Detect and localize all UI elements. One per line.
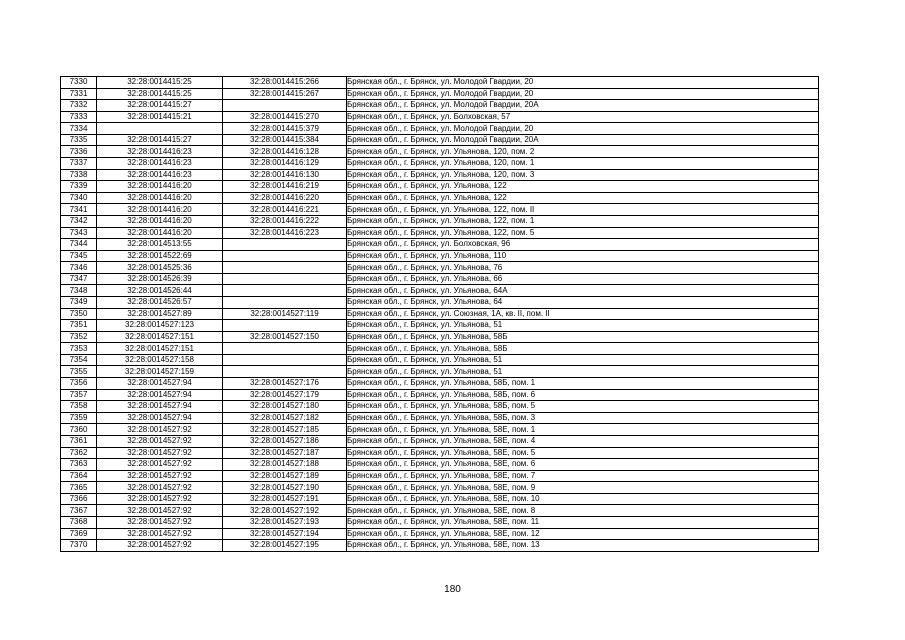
table-row (61, 181, 819, 193)
row-number-cell: 7333 (61, 111, 97, 123)
address-cell: Брянская обл., г. Брянск, ул. Ульянова, 58Б, пом. 5 (347, 401, 819, 413)
row-number-cell: 7345 (61, 250, 97, 262)
registry-table (60, 76, 819, 552)
table-row (61, 482, 819, 494)
land-cadastral-number-cell: 32:28:0014527:151 (97, 343, 223, 355)
table-row (61, 296, 819, 308)
object-cadastral-number-cell: 32:28:0014527:191 (223, 493, 347, 505)
object-cadastral-number-cell: 32:28:0014527:188 (223, 459, 347, 471)
table-row (61, 308, 819, 320)
object-cadastral-number-cell: 32:28:0014416:220 (223, 192, 347, 204)
row-number-cell: 7356 (61, 378, 97, 390)
table-row (61, 100, 819, 112)
address-cell: Брянская обл., г. Брянск, ул. Ульянова, 58Е, пом. 11 (347, 516, 819, 528)
address-cell: Брянская обл., г. Брянск, ул. Ульянова, 58Б (347, 331, 819, 343)
row-number-cell: 7346 (61, 262, 97, 274)
row-number-cell: 7355 (61, 366, 97, 378)
land-cadastral-number-cell: 32:28:0014415:27 (97, 100, 223, 112)
land-cadastral-number-cell: 32:28:0014527:159 (97, 366, 223, 378)
address-cell: Брянская обл., г. Брянск, ул. Ульянова, 66 (347, 273, 819, 285)
row-number-cell: 7353 (61, 343, 97, 355)
address-cell: Брянская обл., г. Брянск, ул. Болховская, 96 (347, 239, 819, 251)
land-cadastral-number-cell: 32:28:0014527:92 (97, 447, 223, 459)
address-cell: Брянская обл., г. Брянск, ул. Ульянова, 122 (347, 192, 819, 204)
table-row (61, 134, 819, 146)
land-cadastral-number-cell: 32:28:0014527:92 (97, 493, 223, 505)
page-number: 180 (444, 584, 461, 595)
table-row (61, 77, 819, 89)
address-cell: Брянская обл., г. Брянск, ул. Молодой Гвардии, 20 (347, 123, 819, 135)
land-cadastral-number-cell: 32:28:0014415:25 (97, 77, 223, 89)
address-cell: Брянская обл., г. Брянск, ул. Ульянова, 58Е, пом. 13 (347, 540, 819, 552)
table-row (61, 447, 819, 459)
row-number-cell: 7358 (61, 401, 97, 413)
object-cadastral-number-cell: 32:28:0014527:176 (223, 378, 347, 390)
land-cadastral-number-cell: 32:28:0014513:55 (97, 239, 223, 251)
address-cell: Брянская обл., г. Брянск, ул. Ульянова, 64А (347, 285, 819, 297)
table-row (61, 146, 819, 158)
row-number-cell: 7336 (61, 146, 97, 158)
table-row (61, 343, 819, 355)
address-cell: Брянская обл., г. Брянск, ул. Ульянова, 110 (347, 250, 819, 262)
object-cadastral-number-cell: 32:28:0014415:266 (223, 77, 347, 89)
row-number-cell: 7364 (61, 470, 97, 482)
table-row (61, 331, 819, 343)
land-cadastral-number-cell: 32:28:0014527:92 (97, 459, 223, 471)
object-cadastral-number-cell (223, 285, 347, 297)
object-cadastral-number-cell (223, 320, 347, 332)
row-number-cell: 7350 (61, 308, 97, 320)
table-row (61, 354, 819, 366)
table-row (61, 123, 819, 135)
table-row (61, 250, 819, 262)
land-cadastral-number-cell: 32:28:0014526:39 (97, 273, 223, 285)
table-row (61, 540, 819, 552)
address-cell: Брянская обл., г. Брянск, ул. Ульянова, 58Б (347, 343, 819, 355)
object-cadastral-number-cell: 32:28:0014527:193 (223, 516, 347, 528)
row-number-cell: 7354 (61, 354, 97, 366)
land-cadastral-number-cell: 32:28:0014416:20 (97, 204, 223, 216)
row-number-cell: 7340 (61, 192, 97, 204)
address-cell: Брянская обл., г. Брянск, ул. Ульянова, 120, пом. 1 (347, 158, 819, 170)
land-cadastral-number-cell: 32:28:0014522:69 (97, 250, 223, 262)
row-number-cell: 7343 (61, 227, 97, 239)
land-cadastral-number-cell: 32:28:0014527:94 (97, 389, 223, 401)
row-number-cell: 7368 (61, 516, 97, 528)
table-row (61, 169, 819, 181)
table-row (61, 470, 819, 482)
address-cell: Брянская обл., г. Брянск, ул. Союзная, 1А, кв. II, пом. II (347, 308, 819, 320)
object-cadastral-number-cell (223, 262, 347, 274)
row-number-cell: 7359 (61, 412, 97, 424)
table-row (61, 378, 819, 390)
object-cadastral-number-cell: 32:28:0014415:267 (223, 88, 347, 100)
land-cadastral-number-cell: 32:28:0014527:92 (97, 516, 223, 528)
object-cadastral-number-cell: 32:28:0014527:186 (223, 435, 347, 447)
address-cell: Брянская обл., г. Брянск, ул. Ульянова, 122 (347, 181, 819, 193)
land-cadastral-number-cell: 32:28:0014527:94 (97, 412, 223, 424)
table-row (61, 204, 819, 216)
table-row (61, 239, 819, 251)
object-cadastral-number-cell: 32:28:0014416:223 (223, 227, 347, 239)
object-cadastral-number-cell: 32:28:0014416:221 (223, 204, 347, 216)
object-cadastral-number-cell (223, 296, 347, 308)
table-row (61, 401, 819, 413)
row-number-cell: 7349 (61, 296, 97, 308)
address-cell: Брянская обл., г. Брянск, ул. Ульянова, 58Е, пом. 12 (347, 528, 819, 540)
table-row (61, 320, 819, 332)
object-cadastral-number-cell: 32:28:0014416:222 (223, 215, 347, 227)
table-row (61, 424, 819, 436)
land-cadastral-number-cell: 32:28:0014416:23 (97, 158, 223, 170)
row-number-cell: 7344 (61, 239, 97, 251)
object-cadastral-number-cell: 32:28:0014527:192 (223, 505, 347, 517)
address-cell: Брянская обл., г. Брянск, ул. Молодой Гвардии, 20А (347, 134, 819, 146)
object-cadastral-number-cell: 32:28:0014416:219 (223, 181, 347, 193)
object-cadastral-number-cell: 32:28:0014527:182 (223, 412, 347, 424)
table-row (61, 459, 819, 471)
row-number-cell: 7330 (61, 77, 97, 89)
object-cadastral-number-cell: 32:28:0014527:187 (223, 447, 347, 459)
land-cadastral-number-cell: 32:28:0014416:20 (97, 227, 223, 239)
land-cadastral-number-cell: 32:28:0014416:23 (97, 169, 223, 181)
row-number-cell: 7341 (61, 204, 97, 216)
object-cadastral-number-cell: 32:28:0014527:195 (223, 540, 347, 552)
address-cell: Брянская обл., г. Брянск, ул. Ульянова, 58Б, пом. 3 (347, 412, 819, 424)
table-row (61, 389, 819, 401)
address-cell: Брянская обл., г. Брянск, ул. Ульянова, 76 (347, 262, 819, 274)
row-number-cell: 7370 (61, 540, 97, 552)
table-row (61, 111, 819, 123)
address-cell: Брянская обл., г. Брянск, ул. Ульянова, 122, пом. II (347, 204, 819, 216)
table-row (61, 412, 819, 424)
land-cadastral-number-cell: 32:28:0014527:151 (97, 331, 223, 343)
land-cadastral-number-cell: 32:28:0014525:36 (97, 262, 223, 274)
row-number-cell: 7334 (61, 123, 97, 135)
object-cadastral-number-cell: 32:28:0014527:179 (223, 389, 347, 401)
table-row (61, 273, 819, 285)
table-row (61, 505, 819, 517)
table-row (61, 227, 819, 239)
table-row (61, 366, 819, 378)
object-cadastral-number-cell: 32:28:0014416:129 (223, 158, 347, 170)
address-cell: Брянская обл., г. Брянск, ул. Ульянова, 58Е, пом. 7 (347, 470, 819, 482)
object-cadastral-number-cell: 32:28:0014415:384 (223, 134, 347, 146)
address-cell: Брянская обл., г. Брянск, ул. Молодой Гвардии, 20 (347, 77, 819, 89)
object-cadastral-number-cell (223, 354, 347, 366)
row-number-cell: 7363 (61, 459, 97, 471)
address-cell: Брянская обл., г. Брянск, ул. Ульянова, 58Е, пом. 6 (347, 459, 819, 471)
table-row (61, 262, 819, 274)
land-cadastral-number-cell: 32:28:0014527:92 (97, 528, 223, 540)
row-number-cell: 7361 (61, 435, 97, 447)
address-cell: Брянская обл., г. Брянск, ул. Ульянова, 120, пом. 3 (347, 169, 819, 181)
address-cell: Брянская обл., г. Брянск, ул. Ульянова, 58Б, пом. 1 (347, 378, 819, 390)
object-cadastral-number-cell: 32:28:0014527:194 (223, 528, 347, 540)
land-cadastral-number-cell: 32:28:0014527:158 (97, 354, 223, 366)
land-cadastral-number-cell: 32:28:0014415:27 (97, 134, 223, 146)
address-cell: Брянская обл., г. Брянск, ул. Ульянова, 64 (347, 296, 819, 308)
object-cadastral-number-cell: 32:28:0014415:379 (223, 123, 347, 135)
land-cadastral-number-cell: 32:28:0014416:23 (97, 146, 223, 158)
row-number-cell: 7339 (61, 181, 97, 193)
object-cadastral-number-cell: 32:28:0014527:180 (223, 401, 347, 413)
table-row (61, 192, 819, 204)
registry-table-body (61, 77, 819, 552)
land-cadastral-number-cell: 32:28:0014527:92 (97, 505, 223, 517)
land-cadastral-number-cell: 32:28:0014527:89 (97, 308, 223, 320)
address-cell: Брянская обл., г. Брянск, ул. Молодой Гвардии, 20А (347, 100, 819, 112)
address-cell: Брянская обл., г. Брянск, ул. Ульянова, 58Е, пом. 4 (347, 435, 819, 447)
row-number-cell: 7357 (61, 389, 97, 401)
address-cell: Брянская обл., г. Брянск, ул. Ульянова, 58Е, пом. 5 (347, 447, 819, 459)
land-cadastral-number-cell: 32:28:0014527:92 (97, 540, 223, 552)
land-cadastral-number-cell: 32:28:0014527:92 (97, 435, 223, 447)
row-number-cell: 7338 (61, 169, 97, 181)
address-cell: Брянская обл., г. Брянск, ул. Болховская, 57 (347, 111, 819, 123)
table-row (61, 435, 819, 447)
address-cell: Брянская обл., г. Брянск, ул. Ульянова, 122, пом. 1 (347, 215, 819, 227)
address-cell: Брянская обл., г. Брянск, ул. Молодой Гвардии, 20 (347, 88, 819, 100)
address-cell: Брянская обл., г. Брянск, ул. Ульянова, 120, пом. 2 (347, 146, 819, 158)
land-cadastral-number-cell: 32:28:0014416:20 (97, 215, 223, 227)
table-row (61, 285, 819, 297)
row-number-cell: 7367 (61, 505, 97, 517)
row-number-cell: 7331 (61, 88, 97, 100)
row-number-cell: 7369 (61, 528, 97, 540)
table-row (61, 88, 819, 100)
land-cadastral-number-cell: 32:28:0014527:123 (97, 320, 223, 332)
row-number-cell: 7352 (61, 331, 97, 343)
address-cell: Брянская обл., г. Брянск, ул. Ульянова, 58Б, пом. 6 (347, 389, 819, 401)
row-number-cell: 7332 (61, 100, 97, 112)
table-row (61, 158, 819, 170)
land-cadastral-number-cell: 32:28:0014415:21 (97, 111, 223, 123)
address-cell: Брянская обл., г. Брянск, ул. Ульянова, 51 (347, 354, 819, 366)
land-cadastral-number-cell: 32:28:0014526:57 (97, 296, 223, 308)
object-cadastral-number-cell (223, 100, 347, 112)
table-row (61, 493, 819, 505)
object-cadastral-number-cell: 32:28:0014527:119 (223, 308, 347, 320)
land-cadastral-number-cell (97, 123, 223, 135)
object-cadastral-number-cell (223, 366, 347, 378)
land-cadastral-number-cell: 32:28:0014527:94 (97, 378, 223, 390)
land-cadastral-number-cell: 32:28:0014527:92 (97, 424, 223, 436)
land-cadastral-number-cell: 32:28:0014415:25 (97, 88, 223, 100)
row-number-cell: 7351 (61, 320, 97, 332)
row-number-cell: 7348 (61, 285, 97, 297)
row-number-cell: 7335 (61, 134, 97, 146)
object-cadastral-number-cell: 32:28:0014527:185 (223, 424, 347, 436)
address-cell: Брянская обл., г. Брянск, ул. Ульянова, 58Е, пом. 8 (347, 505, 819, 517)
land-cadastral-number-cell: 32:28:0014526:44 (97, 285, 223, 297)
address-cell: Брянская обл., г. Брянск, ул. Ульянова, 58Е, пом. 9 (347, 482, 819, 494)
object-cadastral-number-cell: 32:28:0014416:128 (223, 146, 347, 158)
address-cell: Брянская обл., г. Брянск, ул. Ульянова, 58Е, пом. 1 (347, 424, 819, 436)
address-cell: Брянская обл., г. Брянск, ул. Ульянова, 58Е, пом. 10 (347, 493, 819, 505)
table-row (61, 516, 819, 528)
object-cadastral-number-cell: 32:28:0014415:270 (223, 111, 347, 123)
row-number-cell: 7337 (61, 158, 97, 170)
object-cadastral-number-cell: 32:28:0014527:150 (223, 331, 347, 343)
object-cadastral-number-cell (223, 343, 347, 355)
table-row (61, 528, 819, 540)
table-row (61, 215, 819, 227)
row-number-cell: 7366 (61, 493, 97, 505)
land-cadastral-number-cell: 32:28:0014527:92 (97, 482, 223, 494)
object-cadastral-number-cell (223, 239, 347, 251)
land-cadastral-number-cell: 32:28:0014416:20 (97, 192, 223, 204)
object-cadastral-number-cell: 32:28:0014527:189 (223, 470, 347, 482)
row-number-cell: 7362 (61, 447, 97, 459)
row-number-cell: 7360 (61, 424, 97, 436)
row-number-cell: 7347 (61, 273, 97, 285)
address-cell: Брянская обл., г. Брянск, ул. Ульянова, 122, пом. 5 (347, 227, 819, 239)
land-cadastral-number-cell: 32:28:0014416:20 (97, 181, 223, 193)
address-cell: Брянская обл., г. Брянск, ул. Ульянова, 51 (347, 366, 819, 378)
land-cadastral-number-cell: 32:28:0014527:92 (97, 470, 223, 482)
land-cadastral-number-cell: 32:28:0014527:94 (97, 401, 223, 413)
object-cadastral-number-cell (223, 250, 347, 262)
address-cell: Брянская обл., г. Брянск, ул. Ульянова, 51 (347, 320, 819, 332)
row-number-cell: 7342 (61, 215, 97, 227)
object-cadastral-number-cell: 32:28:0014416:130 (223, 169, 347, 181)
object-cadastral-number-cell (223, 273, 347, 285)
row-number-cell: 7365 (61, 482, 97, 494)
object-cadastral-number-cell: 32:28:0014527:190 (223, 482, 347, 494)
